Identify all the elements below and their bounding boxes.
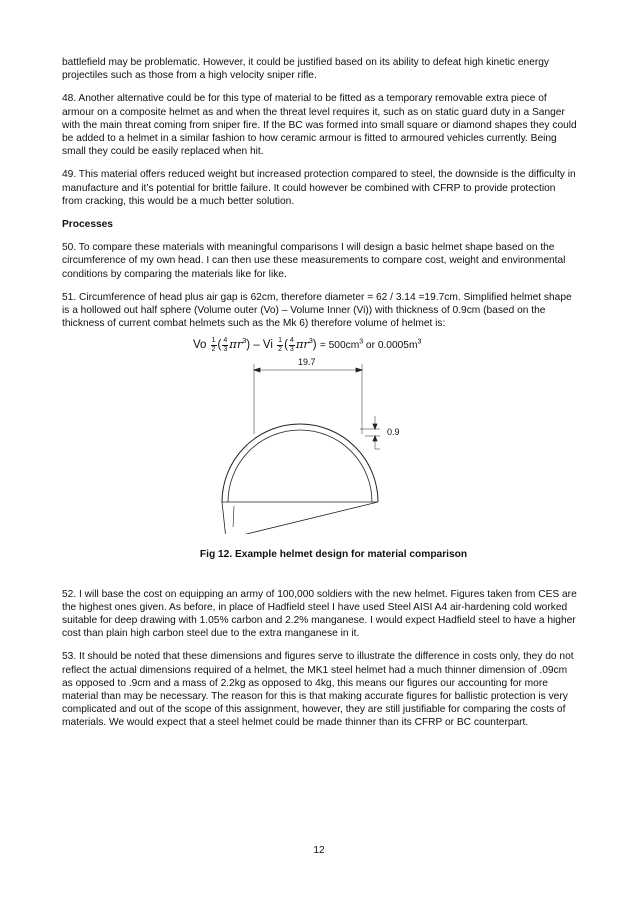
fraction-four-thirds: $\frac{4}{3}$ bbox=[223, 336, 228, 353]
dimension-thickness-label: 0.9 bbox=[387, 427, 400, 438]
helmet-drawing bbox=[62, 354, 577, 534]
formula-vo: Vo bbox=[193, 339, 207, 352]
paragraph-50: 50. To compare these materials with meaningful comparisons I will design a basic helmet shape based on the circumference of my own head. I can then use these measurements to compare cost, weight and environmental conditions by comparing the materials like for like. bbox=[62, 242, 566, 280]
dimension-diameter-label: 19.7 bbox=[298, 357, 316, 368]
paragraph-continuation: battlefield may be problematic. However, it could be justified based on its ability to defeat high kinetic energy projectiles such as those from a high velocity sniper rifle. bbox=[62, 57, 550, 82]
figure-caption: Fig 12. Example helmet design for material comparison bbox=[199, 549, 468, 561]
fraction-half: $\frac{1}{2}$ bbox=[211, 336, 216, 353]
paragraph-48: 48. Another alternative could be for this type of material to be fitted as a temporary removable extra piece of armour on a composite helmet as and when the threat level requires it, such as on static guard duty in a Sanger with the main threat coming from sniper fire. If the BC was formed into small square or diamond shapes they could be added to a helmet in a similar fashion to how ceramic armour is fitted to armoured vehicles currently. Being small they could be easily replaced when hit. bbox=[62, 93, 577, 158]
page-number: 12 bbox=[313, 845, 325, 856]
fraction-half-2: $\frac{1}{2}$ bbox=[278, 336, 283, 353]
formula-result: = $500cm^3$ or $0.0005m^3$ bbox=[319, 339, 422, 352]
paragraph-49: 49. This material offers reduced weight but increased protection compared to steel, the downside is the difficulty in manufacture and it’s potential for brittle failure. It could however be combined with CFRP to provide protection from cracking, this would be a much better solution. bbox=[62, 169, 576, 207]
section-heading: Processes bbox=[62, 219, 113, 231]
paragraph-53: 53. It should be noted that these dimensions and figures serve to illustrate the difference in costs only, they do not reflect the actual dimensions required of a helmet, the MK1 steel helmet had a much thinner dimension of .09cm as opposed to .9cm and a mass of 2.2kg as opposed to 4kg, this means our figures our accounting for more material than may be necessary. The reason for this is that making accurate figures for ballistic protection is very complicated and out of the scope of this assignment, however, they are still justifiable for comparing the costs of materials. We would expect that a steel helmet could be made thinner than its CFRP or BC counterpart. bbox=[62, 651, 574, 729]
paragraph-51: 51. Circumference of head plus air gap is 62cm, therefore diameter = 62 / 3.14 =19.7cm. Simplified helmet shape is a hollowed out half sphere (Volume outer (Vo) – Volume Inner (Vi)) with thickness of 0.9cm (based on the thickness of current combat helmets such as the Mk 6) therefore volume of helmet is: bbox=[62, 291, 572, 330]
helmet-diagram bbox=[62, 354, 577, 534]
document-page bbox=[62, 56, 577, 740]
volume-formula: Vo $\frac{1}{2}$ ( $\frac{4}{3}$ $\pi r^3$) – Vi $\frac{1}{2}$ ( $\frac{4}{3}$ $\pi r^3) = 500cm^3$ or $0.0005m^3$ bbox=[193, 336, 422, 353]
fraction-four-thirds-2: $\frac{4}{3}$ bbox=[289, 336, 294, 353]
paragraph-52: 52. I will base the cost on equipping an army of 100,000 soldiers with the new helmet. Figures taken from CES are the highest ones given. As before, in place of Hadfield steel I have used Steel AISI A4 air-hardening cold worked suitable for deep drawing with 1.05% carbon and 2.2% manganese. I would expect Hadfield steel to have a higher cost than plain high carbon steel due to the extra manganese in it. bbox=[62, 588, 577, 640]
formula-vi: Vi bbox=[262, 339, 273, 352]
